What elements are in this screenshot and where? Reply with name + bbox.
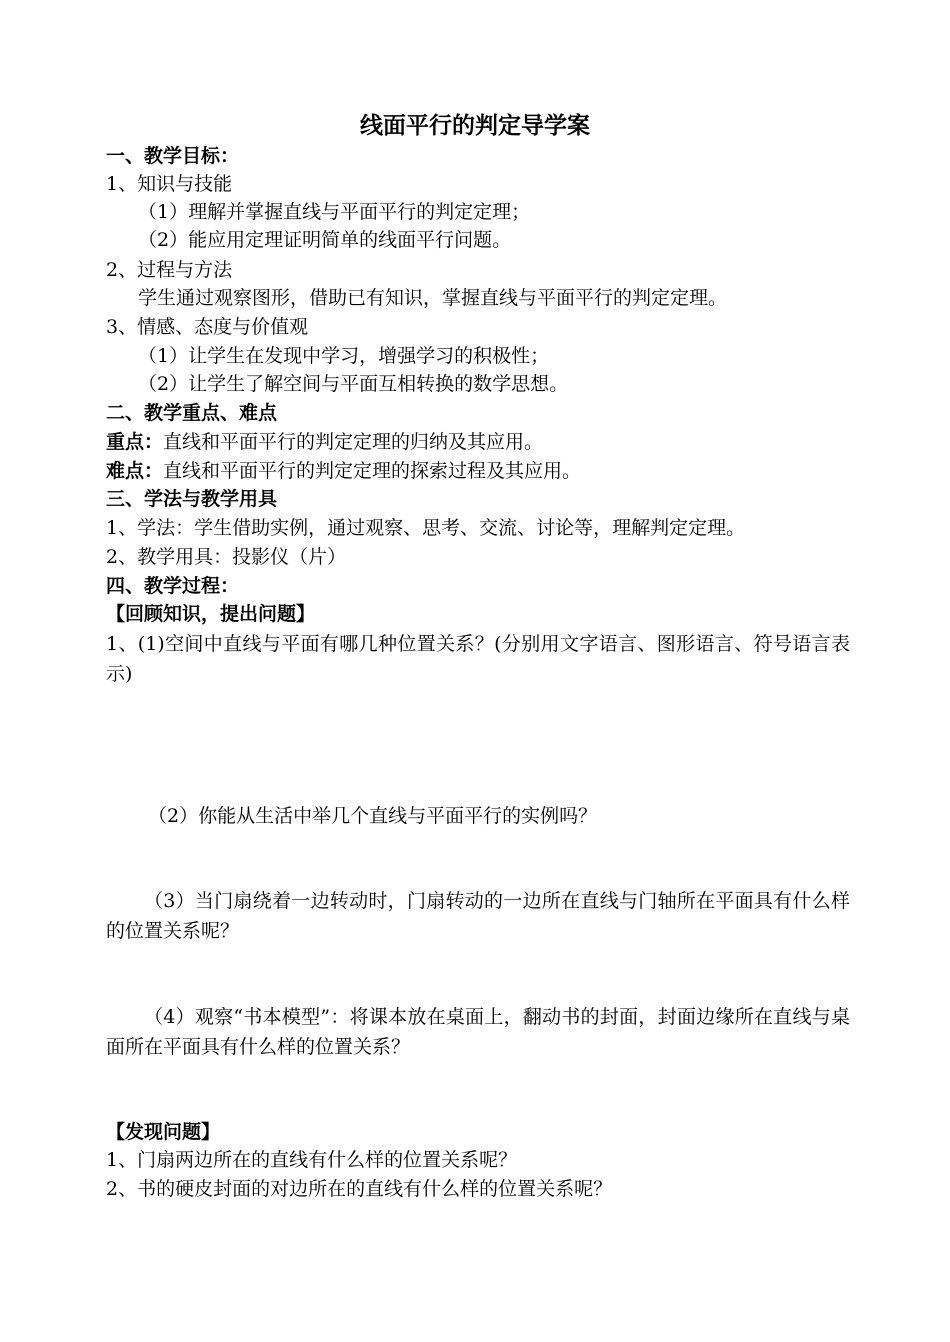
learning-method: 1、学法：学生借助实例，通过观察、思考、交流、讨论等，理解判定定理。: [106, 517, 746, 539]
question-2: （2）你能从生活中举几个直线与平面平行的实例吗？: [148, 805, 598, 827]
difficult-point-text: 直线和平面平行的判定定理的探索过程及其应用。: [163, 460, 582, 482]
key-point-text: 直线和平面平行的判定定理的归纳及其应用。: [163, 431, 544, 453]
question-4: （4）观察“书本模型”：将课本放在桌面上，翻动书的封面，封面边缘所在直线与桌面所在平面具有什么样的位置关系？: [106, 1006, 850, 1058]
emotion-item-1: （1）让学生在发现中学习，增强学习的积极性；: [138, 345, 550, 367]
section-1-heading: 一、教学目标：: [106, 145, 240, 167]
process-method-title: 2、过程与方法: [106, 259, 233, 281]
difficult-point: [106, 457, 850, 485]
question-1: 1、(1)空间中直线与平面有哪几种位置关系？(分别用文字语言、图形语言、符号语言表示): [106, 633, 850, 685]
knowledge-skills-title: 1、知识与技能: [106, 173, 233, 195]
document-title: 线面平行的判定导学案: [360, 112, 590, 139]
knowledge-item-2: （2）能应用定理证明简单的线面平行问题。: [138, 229, 512, 251]
emotion-values-title: 3、情感、态度与价值观: [106, 316, 309, 338]
discover-question-1: 1、门扇两边所在的直线有什么样的位置关系呢？: [106, 1149, 518, 1171]
key-point: [106, 428, 850, 456]
difficult-point-label: 难点：: [106, 460, 164, 482]
review-heading: 【回顾知识，提出问题】: [106, 603, 316, 625]
section-4-heading: 四、教学过程：: [106, 575, 240, 597]
emotion-item-2: （2）让学生了解空间与平面互相转换的数学思想。: [138, 373, 569, 395]
discover-heading: 【发现问题】: [106, 1121, 221, 1143]
question-3: （3）当门扇绕着一边转动时，门扇转动的一边所在直线与门轴所在平面具有什么样的位置关系呢？: [106, 890, 850, 942]
teaching-tools: 2、教学用具：投影仪（片）: [106, 546, 347, 568]
knowledge-item-1: （1）理解并掌握直线与平面平行的判定定理；: [138, 201, 531, 223]
key-point-label: 重点：: [106, 431, 164, 453]
section-3-heading: 三、学法与教学用具: [106, 488, 278, 510]
process-method-text: 学生通过观察图形，借助已有知识，掌握直线与平面平行的判定定理。: [138, 287, 728, 309]
section-2-heading: 二、教学重点、难点: [106, 402, 278, 424]
discover-question-2: 2、书的硬皮封面的对边所在的直线有什么样的位置关系呢？: [106, 1178, 613, 1200]
